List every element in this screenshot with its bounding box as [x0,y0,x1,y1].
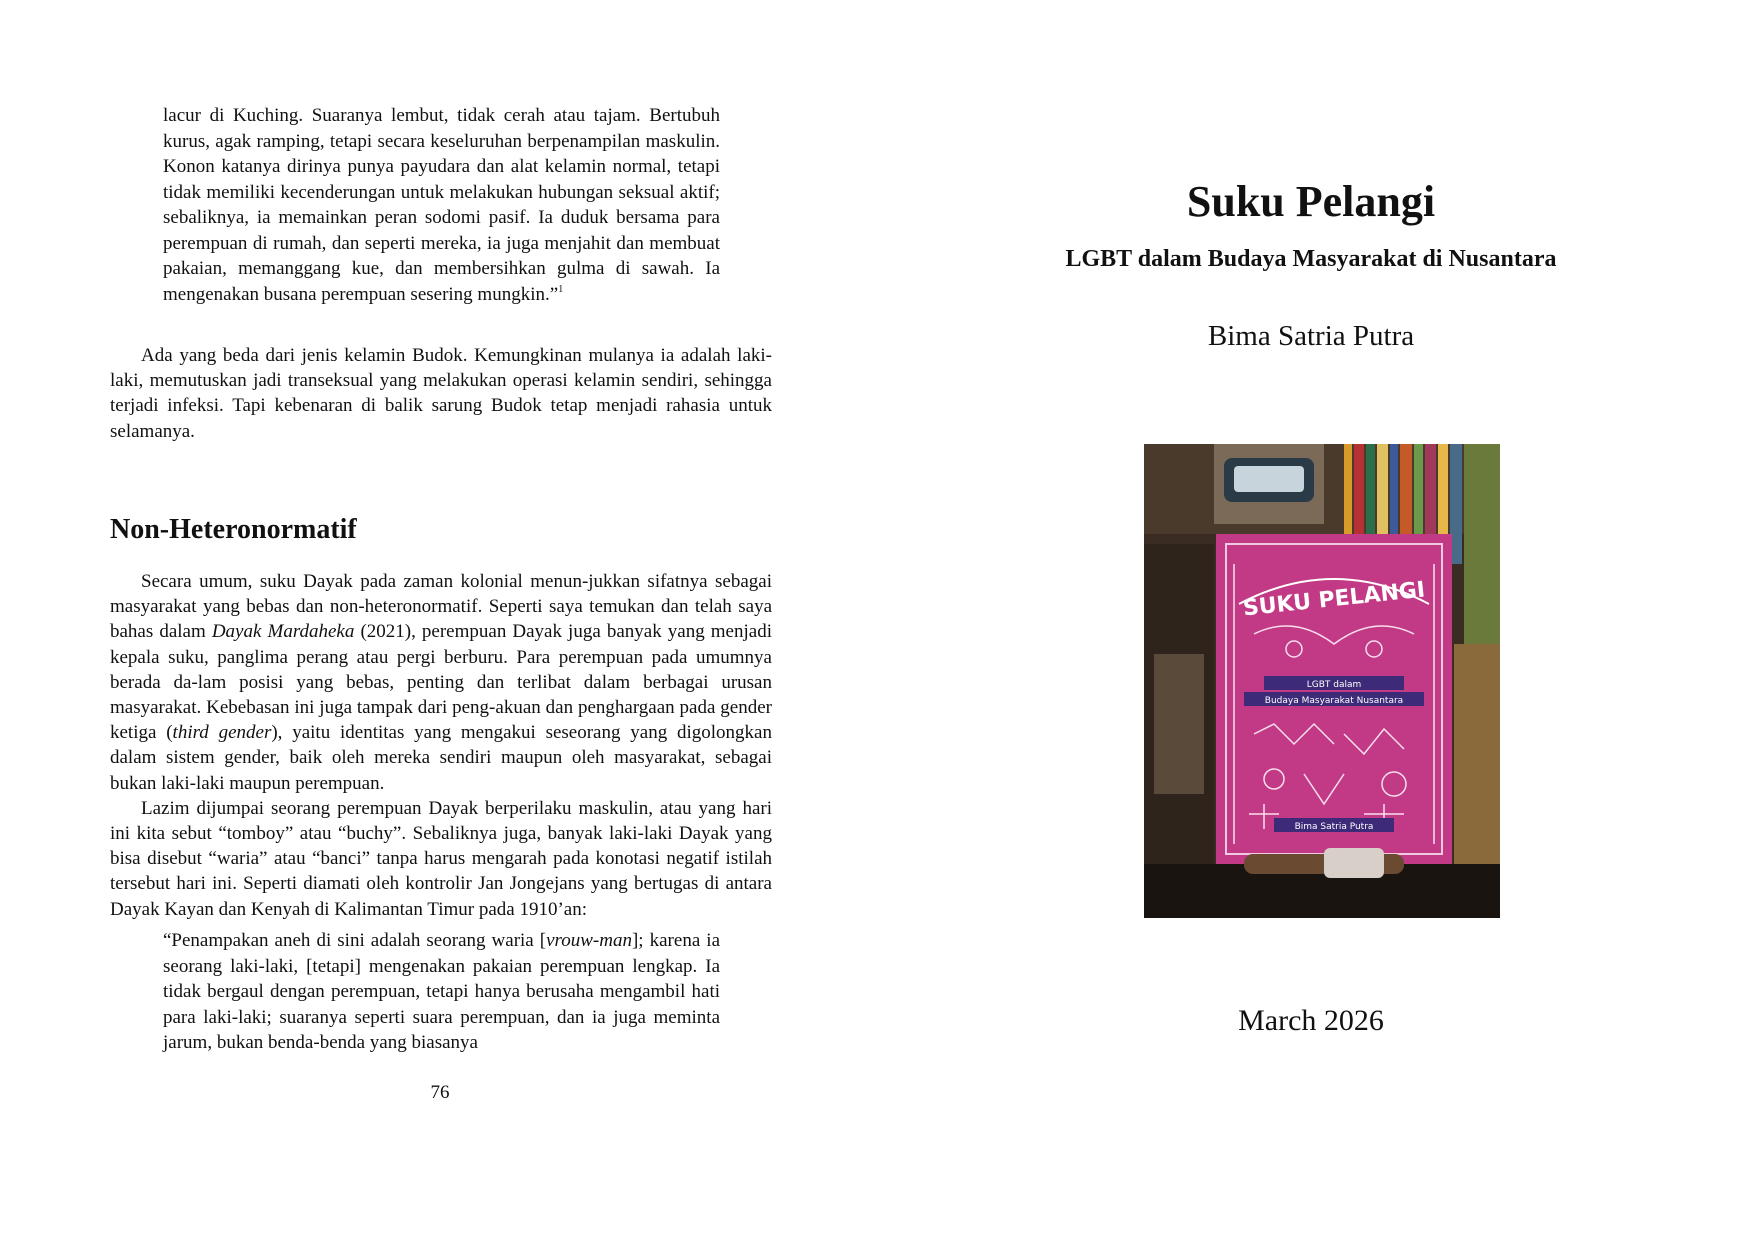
body-paragraph: Secara umum, suku Dayak pada zaman kolonial menun-jukkan sifatnya sebagai masyarakat yang bebas dan non-heteronormatif. Seperti saya temukan dan telah saya bahas dalam Dayak Mardaheka (2021), perempuan Dayak juga banyak yang menjadi kepala suku, panglima perang atau pergi berburu. Para perempuan pada umumnya berada da-lam posisi yang bebas, penting dan terlibat dalam berbagai urusan masyarakat. Kebebasan ini juga tampak dari peng-akuan dan penghargaan pada gender ketiga (third gender), yaitu identitas yang mengakui seseorang yang digolongkan dalam sistem gender, baik oleh mereka sendiri maupun oleh masyarakat, sebagai bukan laki-laki maupun perempuan. [110,571,772,794]
quote-paragraph: “Penampakan aneh di sini adalah seorang waria [vrouw-man]; karena ia seorang laki-laki, [tetapi] mengenakan pakaian perempuan lengkap. Ia tidak bergaul dengan perempuan, tetapi hanya berusaha mengambil hati para laki-laki; suaranya seperti suara perempuan, dan ia juga meminta jarum, bukan benda-benda yang biasanya [163,930,721,1053]
block-quote-kuching [163,103,720,307]
quote-paragraph: lacur di Kuching. Suaranya lembut, tidak cerah atau tajam. Bertubuh kurus, agak ramping, tetapi secara keseluruhan berpenampilan maskulin. Konon katanya dirinya punya payudara dan alat kelamin normal, tetapi tidak memiliki kecenderungan untuk melakukan hubungan seksual aktif; sebaliknya, ia memainkan peran sodomi pasif. Ia duduk bersama para perempuan di rumah, dan seperti mereka, ia juga menjahit dan membuat pakaian, memanggang kue, dan membersihkan gulma di sawah. Ia mengenakan busana perempuan sesering mungkin.”$^1$ [163,105,720,305]
right-page [874,0,1748,1240]
body-paragraph: Lazim dijumpai seorang perempuan Dayak berperilaku maskulin, atau yang hari ini kita sebut “tomboy” atau “buchy”. Sebaliknya juga, banyak laki-laki Dayak yang bisa disebut “waria” atau “banci” tanpa harus mengarah pada konotasi negatif istilah tersebut hari ini. Seperti diamati oleh kontrolir Jan Jongejans yang bertugas di antara Dayak Kayan dan Kenyah di Kalimantan Timur pada 1910’an: [110,797,772,920]
body-paragraph: Ada yang beda dari jenis kelamin Budok. Kemungkinan mulanya ia adalah laki-laki, memutuskan jadi transeksual yang melakukan operasi kelamin sendiri, sehingga terjadi infeksi. Tapi kebenaran di balik sarung Budok tetap menjadi rahasia untuk selamanya. [110,345,772,442]
section-body [110,569,772,922]
cover-subtitle-line-2: Budaya Masyarakat Nusantara [1264,696,1404,706]
budok-paragraph-block [110,343,772,444]
book-title: Suku Pelangi [1186,177,1436,226]
publication-date: March 2026 [1238,1004,1384,1037]
cover-subtitle-line-1: LGBT dalam [1306,680,1362,690]
book-cover-photo [1144,444,1500,918]
page-number: 76 [430,1082,450,1103]
book-subtitle: LGBT dalam Budaya Masyarakat di Nusantara [1065,246,1557,272]
block-quote-jongejans [163,928,720,1056]
footnote-marker[interactable]: 1 [558,283,564,295]
italic-term: vrouw-man [546,930,632,951]
cover-author: Bima Satria Putra [1294,822,1374,832]
book-author: Bima Satria Putra [1207,320,1415,352]
italic-term: third gender [172,722,272,744]
cited-book-title: Dayak Mardaheka [211,621,355,643]
cover-title: SUKU PELANGI [1241,577,1427,622]
section-heading: Non-Heteronormatif [110,514,357,545]
